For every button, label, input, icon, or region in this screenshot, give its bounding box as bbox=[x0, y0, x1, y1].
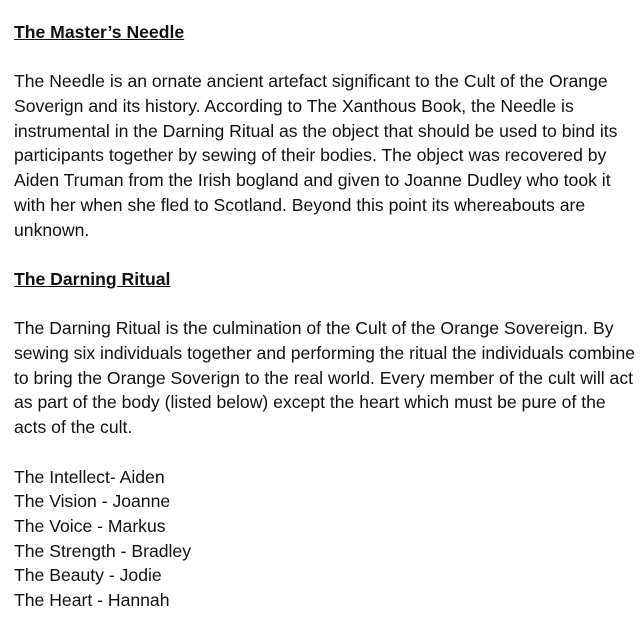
role-voice: The Voice - Markus bbox=[14, 515, 166, 536]
spacer bbox=[14, 45, 636, 70]
role-beauty: The Beauty - Jodie bbox=[14, 565, 162, 586]
section-heading-masters-needle: The Master’s Needle bbox=[14, 22, 185, 42]
document-body bbox=[14, 20, 636, 613]
role-list bbox=[14, 465, 636, 613]
role-vision: The Vision - Joanne bbox=[14, 491, 171, 512]
role-strength: The Strength - Bradley bbox=[14, 540, 192, 561]
role-intellect: The Intellect- Aiden bbox=[14, 466, 165, 487]
section-heading-darning-ritual: The Darning Ritual bbox=[14, 268, 171, 289]
paragraph-darning-ritual: The Darning Ritual is the culmination of the Cult of the Orange Sovereign. By sewing six individuals together and performing the ritual the individuals combine to bring the Orange Soverign to the real world. Every member of the cult will act as part of the body (listed below) except the heart which must be pure of the acts of the cult. bbox=[14, 318, 636, 438]
role-heart: The Heart - Hannah bbox=[14, 590, 170, 610]
spacer bbox=[14, 292, 636, 317]
spacer bbox=[14, 440, 636, 465]
paragraph-masters-needle: The Needle is an ornate ancient artefact significant to the Cult of the Orange Soverign and its history. According to The Xanthous Book, the Needle is instrumental in the Darning Ritual as the object that should be used to bind its participants together by sewing of their bodies. The object was recovered by Aiden Truman from the Irish bogland and given to Joanne Dudley who took it with her when she fled to Scotland. Beyond this point its whereabouts are unknown. bbox=[14, 71, 618, 240]
spacer bbox=[14, 242, 636, 267]
